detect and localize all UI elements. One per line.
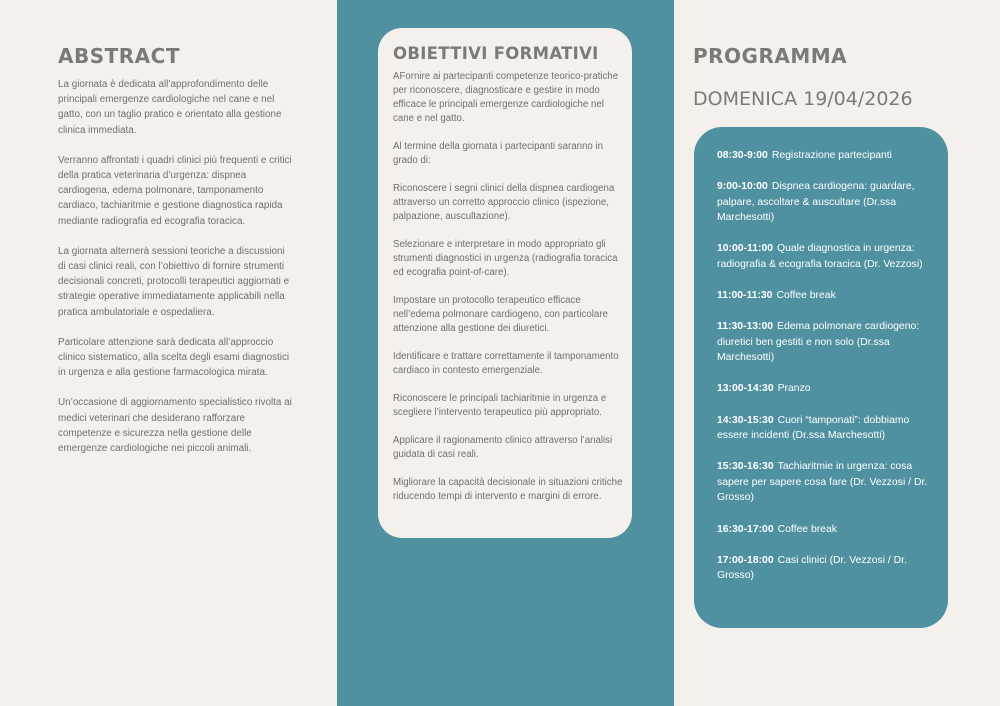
program-item-text: Quale diagnostica in urgenza: radiografia & ecografia toracica (Dr. Vezzosi) [717,243,923,270]
program-item-time: 15:30-16:30 [717,461,774,473]
abstract-paragraph: La giornata alternerà sessioni teoriche a discussioni di casi clinici reali, con l’obiettivo di fornire strumenti decisionali concreti, protocolli terapeutici aggiornati e strategie operative immediatamente applicabili nella pratica ambulatoriale e ospedaliera. [58,245,290,318]
program-item-time: 11:00-11:30 [717,290,773,302]
abstract-paragraph: Verranno affrontati i quadri clinici più frequenti e critici della pratica veterinaria d’urgenza: dispnea cardiogena, edema polmonare, tamponamento cardiaco, tachiaritmie e gestione diagnostica rapida mediante radiografia ed ecografia toracica. [58,154,292,227]
objective-paragraph: Riconoscere i segni clinici della dispnea cardiogena attraverso un corretto approccio clinico (ispezione, palpazione, auscultazione). [393,183,615,222]
program-item-time: 08:30-9:00 [717,150,768,161]
program-item-time: 13:00-14:30 [717,383,774,395]
program-item-time: 11:30-13:00 [717,321,774,333]
program-item [717,288,931,304]
program-item-time: 9:00-10:00 [717,181,768,193]
objective-paragraph: Applicare il ragionamento clinico attraverso l’analisi guidata di casi reali. [393,435,613,460]
program-list [717,148,931,599]
program-item-text: Dispnea cardiogena: guardare, palpare, ascoltare & auscultare (Dr.ssa Marchesotti) [717,181,915,224]
program-item [717,179,931,226]
abstract-body [58,77,294,471]
program-item-text: Pranzo [777,383,811,395]
abstract-paragraph: Un’occasione di aggiornamento specialistico rivolta ai medici veterinari che desiderano rafforzare competenze e sicurezza nella gestione delle emergenze cardiologiche nei piccoli animali. [58,397,292,455]
program-item-time: 16:30-17:00 [717,523,774,535]
abstract-paragraph: Particolare attenzione sarà dedicata all’approccio clinico sistematico, alla scelta degli esami diagnostici in urgenza e alla gestione farmacologica mirata. [58,336,290,379]
program-item-text: Casi clinici (Dr. Vezzosi / Dr. Grosso) [717,554,907,582]
program-date: DOMENICA 19/04/2026 [693,88,913,110]
objective-paragraph: Migliorare la capacità decisionale in situazioni critiche riducendo tempi di intervento e margini di errore. [393,477,623,502]
program-item [717,241,931,272]
objective-paragraph: Identificare e trattare correttamente il tamponamento cardiaco in contesto emergenziale. [393,351,619,376]
program-item-text: Cuori “tamponati”: dobbiamo essere incidenti (Dr.ssa Marchesotti) [717,414,910,442]
program-item-time: 14:30-15:30 [717,414,774,426]
program-item [717,319,931,366]
program-item [717,459,931,506]
program-item [717,413,931,444]
program-item-time: 10:00-11:00 [717,243,774,255]
program-item-text: Coffee break [776,290,836,302]
program-item-text: Edema polmonare cardiogeno: diuretici ben gestiti e non solo (Dr.ssa Marchesotti) [717,321,920,364]
objective-paragraph: Al termine della giornata i partecipanti saranno in grado di: [393,141,604,166]
program-item [717,553,931,584]
program-item [717,522,931,538]
objectives-body [393,70,625,518]
objective-paragraph: Impostare un protocollo terapeutico efficace nell’edema polmonare cardiogeno, con particolare attenzione alla gestione dei diuretici. [393,295,608,334]
program-item-text: Registrazione partecipanti [771,150,892,161]
abstract-paragraph: La giornata è dedicata all’approfondimento delle principali emergenze cardiologiche nel cane e nel gatto, con un taglio pratico e orientato alla gestione clinica immediata. [58,79,282,136]
objective-paragraph: Selezionare e interpretare in modo appropriato gli strumenti diagnostici in urgenza (radiografia toracica ed ecografia point-of-care). [393,239,618,278]
program-title: PROGRAMMA [693,44,848,68]
objectives-title: OBIETTIVI FORMATIVI [393,44,599,63]
abstract-title: ABSTRACT [58,44,180,68]
program-item [717,148,931,164]
objective-paragraph: AFornire ai partecipanti competenze teorico-pratiche per riconoscere, diagnosticare e gestire in modo efficace le principali emergenze cardiologiche nel cane e nel gatto. [393,71,619,124]
program-item-text: Coffee break [777,523,837,535]
program-item-text: Tachiaritmie in urgenza: cosa sapere per sapere cosa fare (Dr. Vezzosi / Dr. Grosso) [717,461,928,504]
objective-paragraph: Riconoscere le principali tachiaritmie in urgenza e scegliere l’intervento terapeutico più appropriato. [393,393,607,418]
program-item [717,381,931,397]
program-item-time: 17:00-18:00 [717,554,774,566]
